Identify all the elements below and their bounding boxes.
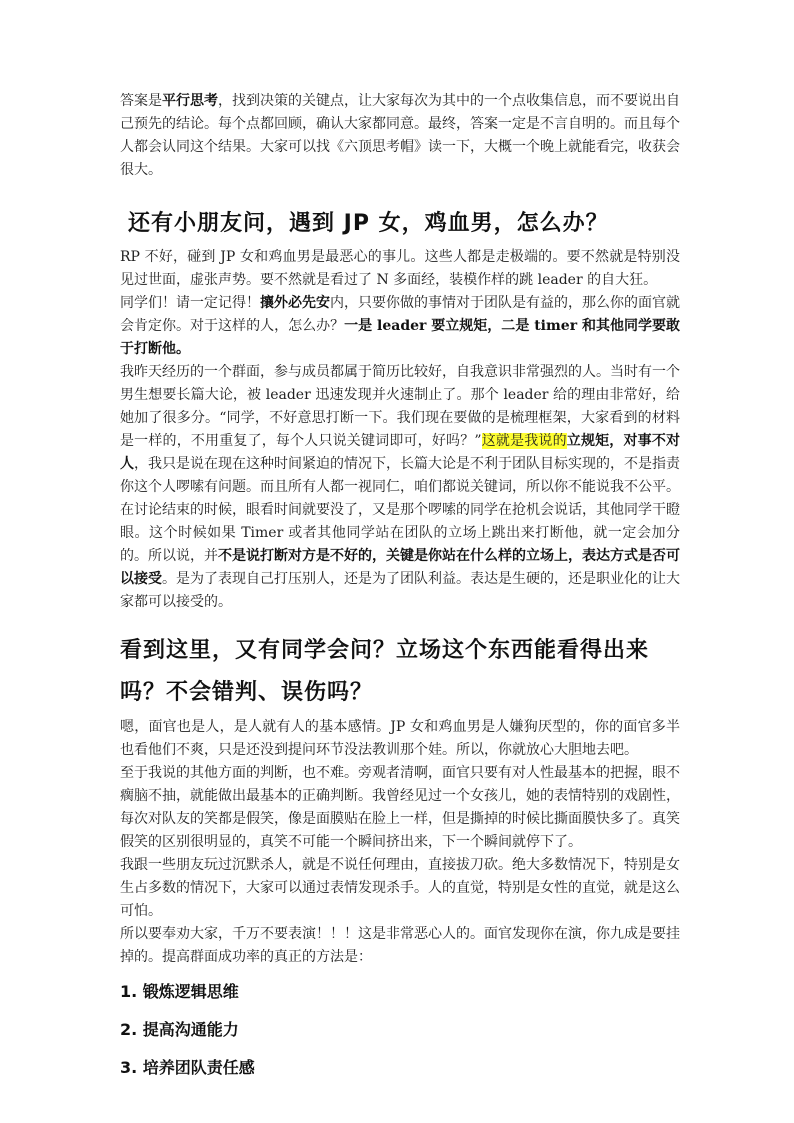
steps-list xyxy=(120,981,680,1079)
section2-paragraph-4: 所以要奉劝大家，千万不要表演！！！这是非常恶心人的。面官发现你在演，你九成是要挂掉的。提高群面成功率的真正的方法是： xyxy=(120,926,680,965)
s1p4-text-1: 在讨论结束的时候，眼看时间就要没了，又是那个啰嗦的同学在抢机会说话，其他同学干瞪眼。这个时候如果 Timer 或者其他同学站在团队的立场上跳出来打断他，就一定会加分的。所以说，并 xyxy=(120,502,680,564)
intro-text-1: 答案是 xyxy=(120,93,162,109)
s1p2-text-1: 同学们！请一定记得！ xyxy=(120,295,260,311)
s1p3-highlight: 这就是我说的 xyxy=(481,433,567,449)
s1p3-text-1: 我昨天经历的一个群面，参与成员都属于简历比较好，自我意识非常强烈的人。当时有一个男生想要长篇大论，被 leader 迅速发现并火速制止了。那个 leader 给的理由非常好，给她加了很多分。“同学，不好意思打断一下。我们现在要做的是梳理框架，大家看到的材料是一样的，不用重复了，每个人只说关键词即可，好吗？” xyxy=(120,364,680,449)
intro-text-2: ，找到决策的关键点，让大家每次为其中的一个点收集信息，而不要说出自己预先的结论。每个点都回顾，确认大家都同意。最终，答案一定是不言自明的。而且每个人都会认同这个结果。大家可以找《六顶思考帽》读一下，大概一个晚上就能看完，收获会很大。 xyxy=(120,93,680,178)
s1p3-text-2: ，我只是说在现在这种时间紧迫的情况下，长篇大论是不利于团队目标实现的，不是指责你这个人啰嗦有问题。而且所有人都一视同仁，咱们都说关键词，所以你不能说我不公平。 xyxy=(120,456,680,495)
section1-heading: 还有小朋友问，遇到 JP 女，鸡血男，怎么办？ xyxy=(128,211,609,236)
s1p2-bold-1: 攘外必先安 xyxy=(260,295,330,311)
intro-paragraph xyxy=(120,90,680,182)
section2-paragraph-2: 至于我说的其他方面的判断，也不难。旁观者清啊，面官只要有对人性最基本的把握，眼不瘸脑不抽，就能做出最基本的正确判断。我曾经见过一个女孩儿，她的表情特别的戏剧性，每次对队友的笑都是假笑，像是面膜贴在脸上一样，但是撕掉的时候比撕面膜快多了。真笑假笑的区别很明显的，真笑不可能一个瞬间挤出来，下一个瞬间就停下了。 xyxy=(120,765,680,850)
section1-paragraph-1: RP 不好，碰到 JP 女和鸡血男是最恶心的事儿。这些人都是走极端的。要不然就是特别没见过世面，虚张声势。要不然就是看过了 N 多面经，装模作样的跳 leader 的自大狂。 xyxy=(120,249,680,288)
section2-heading: 看到这里，又有同学会问？立场这个东西能看得出来吗？不会错判、误伤吗？ xyxy=(120,638,650,705)
section1-paragraph-3 xyxy=(120,361,680,499)
s1p4-bold-1: 不是说打断对方是不好的，关键是你站在什么样的立场上，表达方式是否可以接受 xyxy=(120,548,680,587)
document-page xyxy=(120,90,680,1095)
section1-paragraph-2 xyxy=(120,292,680,361)
s1p2-text-2: 内，只要你做的事情对于团队是有益的，那么你的面官就会肯定你。对于这样的人，怎么办？ xyxy=(120,295,680,334)
step-item-3: 3. 培养团队责任感 xyxy=(120,1058,255,1077)
s1p2-bold-2: 一是 leader 要立规矩，二是 timer 和其他同学要敢于打断他。 xyxy=(120,318,681,357)
step-item-1: 1. 锻炼逻辑思维 xyxy=(120,982,239,1001)
intro-bold-1: 平行思考 xyxy=(162,93,218,109)
s1p3-bold-1: 立规矩，对事不对人 xyxy=(120,433,681,472)
section2-paragraph-1: 嗯，面官也是人，是人就有人的基本感情。JP 女和鸡血男是人嫌狗厌型的，你的面官多半也看他们不爽，只是还没到提问环节没法教训那个娃。所以，你就放心大胆地去吧。 xyxy=(120,719,680,758)
section1-paragraph-4 xyxy=(120,499,680,614)
s1p4-text-2: 。是为了表现自己打压别人，还是为了团队利益。表达是生硬的，还是职业化的让大家都可以接受的。 xyxy=(120,571,680,610)
step-item-2: 2. 提高沟通能力 xyxy=(120,1020,239,1039)
section2-paragraph-3: 我跟一些朋友玩过沉默杀人，就是不说任何理由，直接拔刀砍。绝大多数情况下，特别是女生占多数的情况下，大家可以通过表情发现杀手。人的直觉，特别是女性的直觉，就是这么可怕。 xyxy=(120,857,680,919)
